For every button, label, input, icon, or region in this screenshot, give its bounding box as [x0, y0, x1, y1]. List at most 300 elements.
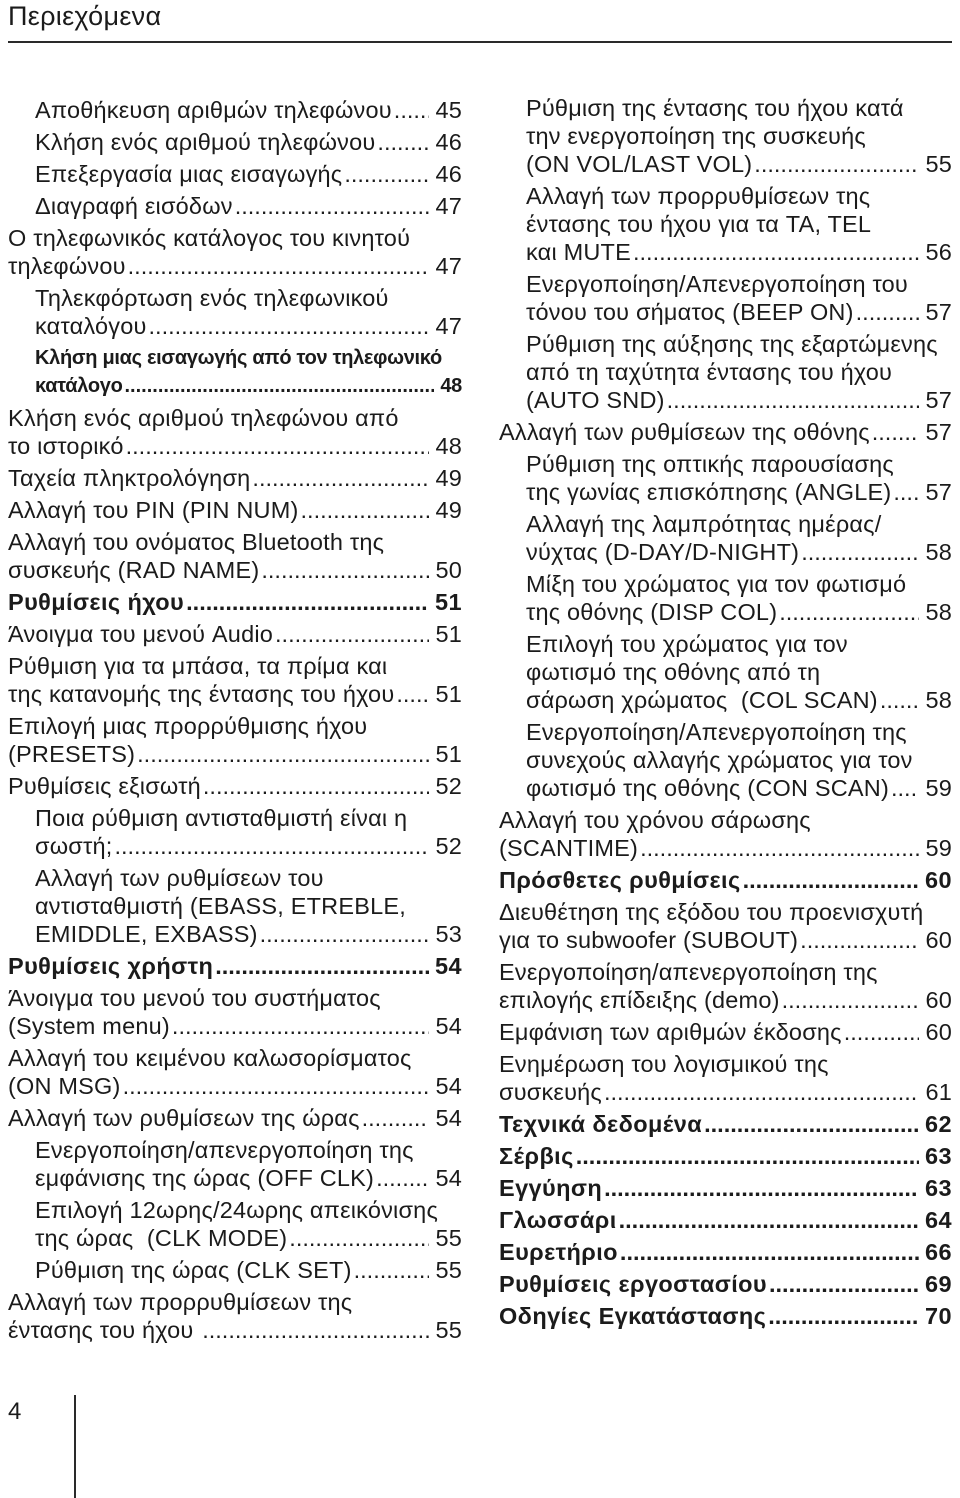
toc-entry-line [8, 652, 462, 680]
toc-entry-line [526, 774, 952, 802]
toc-entry-line [526, 658, 952, 686]
toc-entry-text: επιλογής επίδειξης (demo) [499, 987, 780, 1013]
toc-entry-text: Τηλεκφόρτωση ενός τηλεφωνικού [35, 285, 389, 311]
toc-entry-line [8, 224, 462, 252]
dot-leader [604, 1174, 919, 1202]
toc-entry-text: συνεχούς αλλαγής χρώματος για τον [526, 747, 913, 773]
toc-entry-line [8, 984, 462, 1012]
toc-entry-line [8, 1104, 462, 1132]
toc-page-number: 70 [925, 1303, 952, 1329]
toc-page-number: 66 [925, 1239, 952, 1265]
toc-entry-text: (ON MSG) [8, 1073, 121, 1099]
toc-entry-text: Ρύθμιση της αύξησης της εξαρτώμενης [526, 331, 938, 357]
toc-entry [8, 1136, 462, 1192]
toc-page-number: 55 [925, 151, 952, 177]
toc-page-number: 55 [435, 1257, 462, 1283]
toc-entry-text: Επιλογή μιας προρρύθμισης ήχου [8, 713, 368, 739]
toc-entry-line [526, 210, 952, 238]
dot-leader [872, 418, 920, 446]
toc-entry-line [526, 478, 952, 506]
toc-entry-text: Ευρετήριο [499, 1239, 618, 1265]
toc-entry-line [35, 864, 462, 892]
toc-entry-line [526, 94, 952, 122]
toc-entry-text: της οθόνης (DISP COL) [526, 599, 778, 625]
toc-entry [499, 958, 952, 1014]
toc-entry [8, 588, 462, 616]
toc-page-number: 61 [925, 1079, 952, 1105]
toc-entry-line [526, 538, 952, 566]
toc-page-number: 53 [435, 921, 462, 947]
toc-entry-line [499, 1238, 952, 1266]
toc-page-number: 51 [435, 589, 462, 615]
toc-page-number: 49 [435, 465, 462, 491]
toc-entry-text: Αλλαγή του κειμένου καλωσορίσματος [8, 1045, 412, 1071]
toc-page-number: 46 [435, 129, 462, 155]
toc-entry [8, 284, 462, 340]
toc-entry-line [35, 1196, 462, 1224]
toc-entry-line [35, 128, 462, 156]
toc-entry-line [499, 1110, 952, 1138]
dot-leader [235, 192, 430, 220]
toc-entry-text: Άνοιγμα του μενού του συστήματος [8, 985, 381, 1011]
toc-entry-text: τηλεφώνου [8, 253, 126, 279]
toc-entry [499, 330, 952, 414]
dot-leader [667, 386, 920, 414]
toc-entry-text: Επιλογή 12ωρης/24ωρης απεικόνισης [35, 1197, 438, 1223]
dot-leader [275, 620, 429, 648]
toc-entry-line [499, 418, 952, 446]
toc-entry-text: Εγγύηση [499, 1175, 603, 1201]
dot-leader [376, 1164, 429, 1192]
toc-entry-line [8, 1072, 462, 1100]
toc-entry-text: νύχτας (D-DAY/D-NIGHT) [526, 539, 800, 565]
toc-entry-text: αντισταθμιστή (EBASS, ETREBLE, [35, 893, 406, 919]
toc-page-number: 60 [925, 1019, 952, 1045]
toc-entry-line [35, 1136, 462, 1164]
toc-entry [8, 1044, 462, 1100]
toc-entry-line [499, 1142, 952, 1170]
dot-leader [377, 128, 429, 156]
toc-entry-line [8, 1044, 462, 1072]
dot-leader [743, 866, 919, 894]
toc-entry-text: και MUTE [526, 239, 631, 265]
toc-entry [8, 344, 462, 400]
toc-page-number: 51 [435, 621, 462, 647]
toc-left-column [8, 96, 462, 1348]
toc-entry [8, 620, 462, 648]
toc-entry-line [8, 1316, 462, 1344]
toc-entry-text: Κλήση ενός αριθμού τηλεφώνου [35, 129, 376, 155]
toc-page-number: 51 [435, 681, 462, 707]
toc-entry-text: Ο τηλεφωνικός κατάλογος του κινητού [8, 225, 411, 251]
toc-page-number: 47 [435, 193, 462, 219]
dot-leader [768, 1302, 919, 1330]
toc-entry-text: κατάλογο [35, 375, 123, 397]
toc-entry-line [526, 182, 952, 210]
toc-entry-text: EMIDDLE, EXBASS) [35, 921, 258, 947]
toc-entry-line [8, 772, 462, 800]
toc-entry-text: Ενεργοποίηση/Απενεργοποίηση του [526, 271, 908, 297]
dot-leader [354, 1256, 430, 1284]
toc-entry-text: της γωνίας επισκόπησης (ANGLE) [526, 479, 892, 505]
dot-leader [880, 686, 920, 714]
toc-entry [8, 984, 462, 1040]
toc-page-number: 57 [925, 299, 952, 325]
toc-entry-line [8, 252, 462, 280]
toc-entry-line [8, 464, 462, 492]
toc-entry-text: Αλλαγή της λαμπρότητας ημέρας/ [526, 511, 882, 537]
toc-entry-line [8, 528, 462, 556]
toc-entry-line [499, 866, 952, 894]
dot-leader [172, 1012, 430, 1040]
toc-entry [8, 772, 462, 800]
toc-entry-text: Ρυθμίσεις εργοστασίου [499, 1271, 767, 1297]
toc-page-number: 62 [925, 1111, 952, 1137]
toc-entry [499, 182, 952, 266]
toc-entry-line [499, 806, 952, 834]
toc-entry [8, 804, 462, 860]
toc-entry-text: Πρόσθετες ρυθμίσεις [499, 867, 741, 893]
toc-entry [8, 464, 462, 492]
toc-entry-line [526, 238, 952, 266]
toc-entry [8, 404, 462, 460]
toc-page-number: 47 [435, 313, 462, 339]
toc-entry-text: φωτισμό της οθόνης από τη [526, 659, 821, 685]
toc-page-number: 60 [925, 987, 952, 1013]
toc-entry [499, 630, 952, 714]
toc-entry [499, 418, 952, 446]
toc-entry-text: Άνοιγμα του μενού Audio [8, 621, 274, 647]
toc-entry-text: Ενεργοποίηση/Απενεργοποίηση της [526, 719, 907, 745]
toc-entry-text: (AUTO SND) [526, 387, 665, 413]
toc-entry [499, 1302, 952, 1330]
toc-entry-text: εμφάνισης της ώρας (OFF CLK) [35, 1165, 375, 1191]
toc-entry-line [526, 746, 952, 774]
toc-entry [8, 224, 462, 280]
toc-entry [8, 952, 462, 980]
toc-entry-line [35, 832, 462, 860]
toc-entry-text: (System menu) [8, 1013, 170, 1039]
toc-entry-text: Αποθήκευση αριθμών τηλεφώνου [35, 97, 392, 123]
toc-page-number: 63 [925, 1175, 952, 1201]
dot-leader [891, 774, 919, 802]
toc-entry [8, 192, 462, 220]
toc-entry-line [8, 496, 462, 524]
toc-entry-text: Ενεργοποίηση/απενεργοποίηση της [35, 1137, 414, 1163]
toc-entry-line [35, 192, 462, 220]
page-title: Περιεχόμενα [8, 1, 162, 31]
toc-entry-line [526, 270, 952, 298]
toc-entry-text: Επεξεργασία μιας εισαγωγής [35, 161, 343, 187]
dot-leader [856, 298, 920, 326]
toc-page-number: 52 [435, 833, 462, 859]
toc-entry [8, 712, 462, 768]
dot-leader [782, 986, 920, 1014]
toc-entry [8, 160, 462, 188]
toc-entry-text: Ρύθμιση της έντασης του ήχου κατά [526, 95, 904, 121]
toc-entry [499, 1206, 952, 1234]
toc-page-number: 59 [925, 835, 952, 861]
toc-entry-line [35, 284, 462, 312]
toc-entry-text: Ρύθμιση της οπτικής παρουσίασης [526, 451, 894, 477]
toc-entry-line [499, 1270, 952, 1298]
toc-page-number: 52 [435, 773, 462, 799]
toc-page-number: 45 [435, 97, 462, 123]
toc-entry [499, 570, 952, 626]
toc-entry [499, 718, 952, 802]
dot-leader [754, 150, 919, 178]
dot-leader [620, 1238, 919, 1266]
toc-entry-line [8, 1012, 462, 1040]
dot-leader [252, 464, 429, 492]
toc-page-number: 56 [925, 239, 952, 265]
toc-entry-text: (PRESETS) [8, 741, 136, 767]
toc-entry-text: Οδηγίες Εγκατάστασης [499, 1303, 767, 1329]
toc-entry-line [8, 740, 462, 768]
toc-entry-line [526, 598, 952, 626]
toc-entry-line [526, 718, 952, 746]
page-number: 4 [8, 1398, 22, 1425]
toc-entry-text: έντασης του ήχου [8, 1317, 201, 1343]
toc-entry-text: συσκευής (RAD NAME) [8, 557, 260, 583]
toc-entry [499, 1050, 952, 1106]
toc-entry [499, 1270, 952, 1298]
toc-entry [8, 1288, 462, 1344]
toc-entry-line [499, 1078, 952, 1106]
toc-page-number: 59 [925, 775, 952, 801]
toc-entry-line [8, 712, 462, 740]
dot-leader [640, 834, 919, 862]
toc-page-number: 58 [925, 687, 952, 713]
dot-leader [261, 556, 429, 584]
toc-page-number: 54 [435, 1105, 462, 1131]
toc-page-number: 48 [440, 375, 462, 397]
toc-entry-text: τόνου του σήματος (BEEP ON) [526, 299, 854, 325]
toc-entry-line [35, 1164, 462, 1192]
toc-entry-text: Ταχεία πληκτρολόγηση [8, 465, 251, 491]
toc-entry-text: Αλλαγή των ρυθμίσεων της ώρας [8, 1105, 360, 1131]
toc-page-number: 51 [435, 741, 462, 767]
toc-entry-line [526, 298, 952, 326]
toc-page-number: 48 [435, 433, 462, 459]
toc-entry-text: (ON VOL/LAST VOL) [526, 151, 753, 177]
toc-entry-line [526, 450, 952, 478]
toc-entry [499, 450, 952, 506]
toc-entry-text: Αλλαγή των προρρυθμίσεων της [526, 183, 871, 209]
toc-entry-text: (SCANTIME) [499, 835, 639, 861]
toc-entry-text: της ώρας (CLK MODE) [35, 1225, 288, 1251]
dot-leader [186, 588, 429, 616]
toc-entry-line [8, 556, 462, 584]
toc-page-number: 50 [435, 557, 462, 583]
dot-leader [604, 1078, 920, 1106]
dot-leader [362, 1104, 430, 1132]
toc-page-number: 60 [925, 927, 952, 953]
toc-entry-text: Αλλαγή του χρόνου σάρωσης [499, 807, 811, 833]
toc-entry-text: Τεχνικά δεδομένα [499, 1111, 703, 1137]
toc-entry-line [35, 344, 462, 372]
dot-leader [394, 96, 430, 124]
toc-entry [499, 1174, 952, 1202]
toc-entry-text: Ρυθμίσεις ήχου [8, 589, 185, 615]
toc-entry-line [499, 1018, 952, 1046]
title-rule [8, 41, 952, 43]
toc-page-number: 54 [435, 1165, 462, 1191]
toc-entry-line [526, 386, 952, 414]
toc-entry-line [8, 620, 462, 648]
toc-entry-line [499, 834, 952, 862]
toc-entry-text: Ενεργοποίηση/απενεργοποίηση της [499, 959, 878, 985]
toc-right-column [499, 94, 952, 1334]
toc-entry-line [499, 1206, 952, 1234]
dot-leader [289, 1224, 429, 1252]
toc-page-number: 60 [925, 867, 952, 893]
toc-entry-line [499, 926, 952, 954]
toc-entry-text: Κλήση μιας εισαγωγής από τον τηλεφωνικό [35, 347, 442, 369]
toc-entry [499, 510, 952, 566]
dot-leader [128, 252, 430, 280]
toc-entry [8, 496, 462, 524]
toc-entry-line [35, 96, 462, 124]
dot-leader [114, 832, 429, 860]
toc-entry-text: Αλλαγή των προρρυθμίσεων της [8, 1289, 353, 1315]
toc-page-number: 55 [435, 1225, 462, 1251]
toc-entry-line [499, 1050, 952, 1078]
dot-leader [801, 538, 919, 566]
toc-entry-line [35, 372, 462, 400]
toc-entry-text: φωτισμό της οθόνης (CON SCAN) [526, 775, 889, 801]
toc-entry-line [35, 1224, 462, 1252]
toc-entry [499, 94, 952, 178]
dot-leader [202, 1316, 429, 1344]
dot-leader [149, 312, 430, 340]
toc-entry-text: Ποια ρύθμιση αντισταθμιστή είναι η [35, 805, 408, 831]
toc-entry-text: Αλλαγή των ρυθμίσεων της οθόνης [499, 419, 870, 445]
toc-entry-line [35, 892, 462, 920]
dot-leader [893, 478, 919, 506]
dot-leader [704, 1110, 919, 1138]
toc-entry-line [35, 1256, 462, 1284]
toc-entry-text: Μίξη του χρώματος για τον φωτισμό [526, 571, 907, 597]
toc-page-number: 64 [925, 1207, 952, 1233]
toc-entry-line [526, 358, 952, 386]
toc-page-number: 57 [925, 387, 952, 413]
toc-entry [8, 1256, 462, 1284]
toc-entry-line [499, 1302, 952, 1330]
toc-entry-text: Γλωσσάρι [499, 1207, 617, 1233]
toc-entry-line [499, 958, 952, 986]
toc-page-number: 54 [435, 953, 462, 979]
dot-leader [633, 238, 919, 266]
toc-entry [8, 96, 462, 124]
toc-entry-text: Κλήση ενός αριθμού τηλεφώνου από [8, 405, 399, 431]
toc-entry [8, 1104, 462, 1132]
dot-leader [344, 160, 429, 188]
dot-leader [769, 1270, 919, 1298]
toc-entry-text: Ρύθμιση της ώρας (CLK SET) [35, 1257, 352, 1283]
toc-entry-text: συσκευής [499, 1079, 602, 1105]
toc-entry-line [526, 150, 952, 178]
toc-entry-text: της κατανομής της έντασης του ήχου [8, 681, 395, 707]
toc-page-number: 57 [925, 479, 952, 505]
toc-page-number: 47 [435, 253, 462, 279]
dot-leader [126, 432, 430, 460]
dot-leader [779, 598, 919, 626]
toc-entry [499, 1238, 952, 1266]
toc-entry-line [499, 1174, 952, 1202]
toc-entry [499, 1018, 952, 1046]
toc-page-number: 54 [435, 1073, 462, 1099]
toc-page-number: 63 [925, 1143, 952, 1169]
toc-entry [499, 898, 952, 954]
toc-entry-line [35, 312, 462, 340]
dot-leader [203, 772, 430, 800]
toc-entry-text: Αλλαγή του PIN (PIN NUM) [8, 497, 299, 523]
toc-entry [8, 652, 462, 708]
toc-entry-line [526, 686, 952, 714]
toc-entry [499, 806, 952, 862]
dot-leader [844, 1018, 920, 1046]
toc-entry-text: Ρυθμίσεις εξισωτή [8, 773, 201, 799]
toc-entry-text: έντασης του ήχου για τα TA, TEL [526, 211, 872, 237]
toc-page-number: 54 [435, 1013, 462, 1039]
toc-entry-text: Εμφάνιση των αριθμών έκδοσης [499, 1019, 842, 1045]
toc-entry-text: για το subwoofer (SUBOUT) [499, 927, 799, 953]
toc-entry-line [35, 920, 462, 948]
toc-entry-text: καταλόγου [35, 313, 147, 339]
toc-page-number: 69 [925, 1271, 952, 1297]
toc-entry-text: Διαγραφή εισόδων [35, 193, 233, 219]
toc-entry-text: Αλλαγή των ρυθμίσεων του [35, 865, 324, 891]
toc-entry-text: Ρύθμιση για τα μπάσα, τα πρίμα και [8, 653, 388, 679]
dot-leader [396, 680, 429, 708]
toc-entry-line [35, 804, 462, 832]
toc-entry-text: το ιστορικό [8, 433, 124, 459]
toc-entry-line [8, 432, 462, 460]
toc-entry-line [8, 680, 462, 708]
toc-entry-line [499, 898, 952, 926]
toc-page-number: 58 [925, 599, 952, 625]
toc-entry [499, 270, 952, 326]
dot-leader [619, 1206, 919, 1234]
toc-entry-line [8, 588, 462, 616]
toc-entry-line [8, 404, 462, 432]
toc-entry-text: Σέρβις [499, 1143, 574, 1169]
toc-entry-text: Ρυθμίσεις χρήστη [8, 953, 214, 979]
toc-entry-line [8, 952, 462, 980]
toc-entry-text: Ενημέρωση του λογισμικού της [499, 1051, 829, 1077]
toc-entry-line [499, 986, 952, 1014]
dot-leader [137, 740, 429, 768]
toc-page-number: 49 [435, 497, 462, 523]
toc-entry-line [526, 510, 952, 538]
toc-entry [8, 1196, 462, 1252]
toc-page-number: 58 [925, 539, 952, 565]
toc-entry [8, 528, 462, 584]
dot-leader [576, 1142, 919, 1170]
toc-page-number: 57 [925, 419, 952, 445]
toc-entry-text: σωστή; [35, 833, 113, 859]
toc-entry [8, 864, 462, 948]
toc-entry [499, 866, 952, 894]
toc-entry-line [526, 122, 952, 150]
toc-entry [499, 1142, 952, 1170]
toc-entry-line [526, 330, 952, 358]
toc-entry-line [526, 630, 952, 658]
toc-entry-text: Επιλογή του χρώματος για τον [526, 631, 848, 657]
toc-entry [8, 128, 462, 156]
dot-leader [800, 926, 919, 954]
